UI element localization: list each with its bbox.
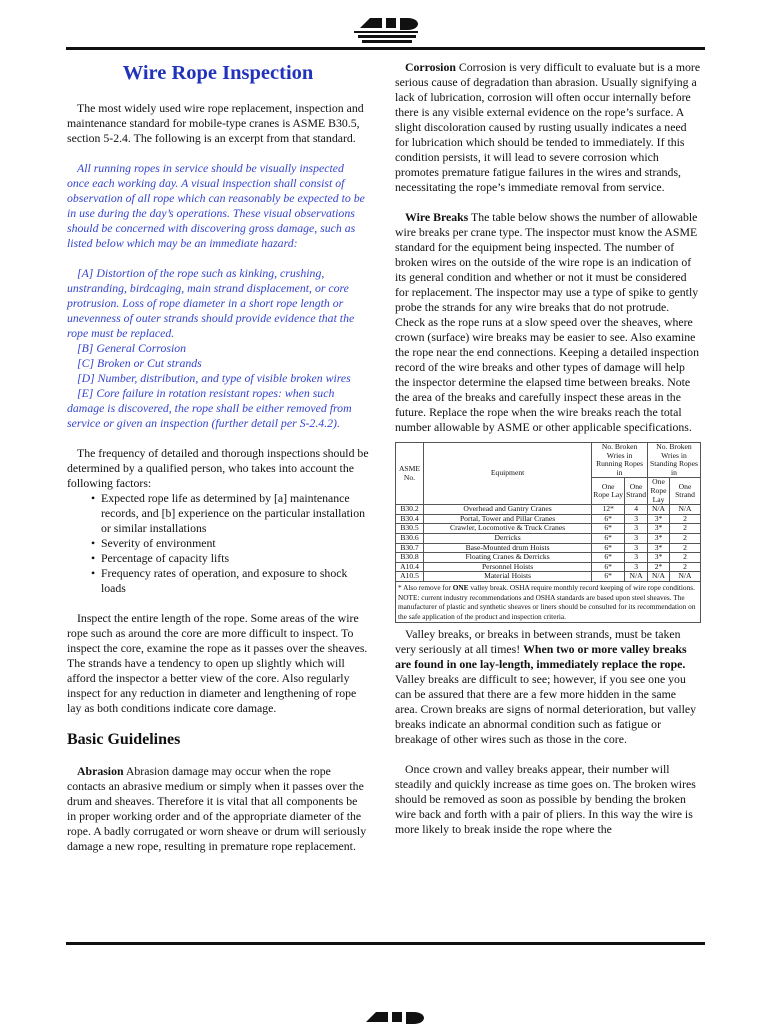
cell-run-strand: 3 xyxy=(625,524,648,534)
table-body xyxy=(396,505,701,582)
cell-run-lay: 6* xyxy=(592,533,625,543)
header-running: No. Broken Wries in Running Ropes in xyxy=(592,443,648,478)
cell-equipment: Material Hoists xyxy=(424,572,592,582)
cell-stand-lay: 3* xyxy=(648,543,670,553)
table-row xyxy=(396,524,701,534)
left-column xyxy=(67,60,369,854)
cell-asme: B30.8 xyxy=(396,553,424,563)
header-run-strand: One Strand xyxy=(625,478,648,505)
right-column xyxy=(395,60,701,837)
cell-stand-strand: N/A xyxy=(670,505,701,515)
table-note-row xyxy=(396,581,701,622)
cell-stand-lay: N/A xyxy=(648,572,670,582)
cell-asme: A10.4 xyxy=(396,562,424,572)
cell-equipment: Overhead and Gantry Cranes xyxy=(424,505,592,515)
standard-quote: All running ropes in service should be visually inspected once each working day. A visual inspection shall consist of observation of all rope which can reasonably be expected to be in use during the day’s operations. These visual observations should be concerned with discovering gross damage, such as listed below which may be an immediate hazard: xyxy=(67,161,365,250)
crown-breaks-paragraph: Once crown and valley breaks appear, their number will steadily and quickly increase as time goes on. The broken wires should be removed as soon as possible by bending the broken wire back and forth with a pair of pliers. In this way the wire is more likely to break inside the rope where the xyxy=(395,762,696,837)
company-logo xyxy=(352,14,420,46)
corrosion-paragraph: Corrosion Corrosion is very difficult to evaluate but is a more serious cause of degradation than abrasion. Usually signifying a lack of lubrication, corrosion will often occur internally before there is any visible external evidence on the rope’s surface. A slight discoloration caused by rusting usually indicates a need for lubrication which should be tended to immediately. If this condition persists, it will lead to severe corrosion which promotes premature fatigue failures in the wires and strands, necessitating the rope’s immediate removal from service. xyxy=(395,60,701,194)
quote-item-a: [A] Distortion of the rope such as kinking, crushing, unstranding, birdcaging, main strand displacement, or core protrusion. Loss of rope diameter in a short rope length or unevenness of outer strands should provide evidence that the rope must be replaced. xyxy=(67,266,355,340)
factor-bullet: • Frequency rates of operation, and exposure to shock loads xyxy=(91,566,348,595)
quote-item-b: [B] General Corrosion xyxy=(77,341,187,355)
cell-stand-lay: 3* xyxy=(648,553,670,563)
table-row xyxy=(396,553,701,563)
cell-asme: B30.5 xyxy=(396,524,424,534)
cell-run-strand: 3 xyxy=(625,514,648,524)
table-row xyxy=(396,572,701,582)
cell-asme: B30.7 xyxy=(396,543,424,553)
cell-run-strand: 4 xyxy=(625,505,648,515)
cell-asme: A10.5 xyxy=(396,572,424,582)
header-equipment: Equipment xyxy=(424,443,592,505)
cell-equipment: Derricks xyxy=(424,533,592,543)
quote-item-d: [D] Number, distribution, and type of visible broken wires xyxy=(77,371,351,385)
quote-item-c: [C] Broken or Cut strands xyxy=(77,356,202,370)
cell-stand-strand: 2 xyxy=(670,524,701,534)
frequency-paragraph: The frequency of detailed and thorough inspections should be determined by a qualified person, who takes into account the following factors: xyxy=(67,446,369,490)
cell-run-lay: 6* xyxy=(592,524,625,534)
inspect-paragraph: Inspect the entire length of the rope. Some areas of the wire rope such as around the core are more difficult to inspect. To inspect the core, examine the rope as it passes over the sheaves. The strands have a tendency to open up slightly which will afford the inspector a better view of the core. Also regularly inspect for any reduction in diameter and lengthening of rope lay as both conditions indicate core damage. xyxy=(67,611,368,715)
header-stand-lay: One Rope Lay xyxy=(648,478,670,505)
cell-stand-lay: 2* xyxy=(648,562,670,572)
cell-run-strand: 3 xyxy=(625,543,648,553)
section-heading-basic-guidelines: Basic Guidelines xyxy=(67,731,181,748)
cell-run-lay: 6* xyxy=(592,543,625,553)
cell-equipment: Floating Cranes & Derricks xyxy=(424,553,592,563)
cell-equipment: Crawler, Locomotive & Truck Cranes xyxy=(424,524,592,534)
cell-stand-strand: 2 xyxy=(670,553,701,563)
cell-stand-lay: 3* xyxy=(648,514,670,524)
cell-equipment: Portal, Tower and Pillar Cranes xyxy=(424,514,592,524)
footer-logo xyxy=(358,1008,426,1024)
footer-logo-mark xyxy=(358,1008,426,1024)
cell-asme: B30.4 xyxy=(396,514,424,524)
cell-run-strand: 3 xyxy=(625,533,648,543)
cell-stand-lay: 3* xyxy=(648,524,670,534)
factor-bullet: • Percentage of capacity lifts xyxy=(91,551,230,565)
cell-stand-strand: 2 xyxy=(670,514,701,524)
cell-equipment: Personnel Hoists xyxy=(424,562,592,572)
cell-run-lay: 6* xyxy=(592,562,625,572)
table-row xyxy=(396,533,701,543)
factor-bullet: • Severity of environment xyxy=(91,536,216,550)
cell-run-strand: N/A xyxy=(625,572,648,582)
cell-stand-lay: N/A xyxy=(648,505,670,515)
cell-run-lay: 6* xyxy=(592,572,625,582)
cell-run-lay: 6* xyxy=(592,514,625,524)
quote-item-e: [E] Core failure in rotation resistant ropes: when such damage is discovered, the rope shall be either removed from service or given an inspection (further detail per S-2.4.2). xyxy=(67,386,352,430)
table-header-row xyxy=(396,443,701,478)
header-stand-strand: One Strand xyxy=(670,478,701,505)
wire-breaks-table xyxy=(395,442,701,623)
header-standing: No. Broken Wries in Standing Ropes in xyxy=(648,443,701,478)
intro-paragraph: The most widely used wire rope replacement, inspection and maintenance standard for mobile-type cranes is ASME B30.5, section 5-2.4. The following is an excerpt from that standard. xyxy=(67,101,364,145)
page-title: Wire Rope Inspection xyxy=(122,62,314,84)
cell-stand-strand: N/A xyxy=(670,572,701,582)
cell-stand-lay: 3* xyxy=(648,533,670,543)
cell-asme: B30.6 xyxy=(396,533,424,543)
cell-run-strand: 3 xyxy=(625,562,648,572)
cell-equipment: Base-Mounted drum Hoists xyxy=(424,543,592,553)
footer-rule xyxy=(66,942,705,945)
cell-run-lay: 6* xyxy=(592,553,625,563)
wire-breaks-paragraph: Wire Breaks The table below shows the number of allowable wire breaks per crane type. The inspector must know the ASME standard for the equipment being inspected. The number of broken wires on the outside of the wire rope is an indication of its general condition and whether or not it must be considered for replacement. The inspector may use a type of spike to gently probe the strands for any wire breaks that do not protrude. Check as the rope runs at a slow speed over the sheaves, where crown (surface) wire breaks may be easier to see. Also examine the rope near the end connections. Keeping a detailed inspection record of the wire breaks and other types of damage will help the inspector determine the elapsed time between breaks. Note the area of the breaks and carefully inspect these areas in the future. Replace the rope when the wire breaks reach the total number allowable by ASME or other applicable specifications. xyxy=(395,210,699,434)
header-run-lay: One Rope Lay xyxy=(592,478,625,505)
table-row xyxy=(396,505,701,515)
valley-breaks-paragraph: Valley breaks, or breaks in between strands, must be taken very seriously at all times! When two or more valley breaks are found in one lay-length, immediately replace the rope. Valley breaks are difficult to see; however, if you see one you can be assured that there are a few more hidden in the same area. Crown breaks are signs of normal deterioration, but valley breaks indicate an abnormal condition such as fatigue or breakage of other wires such as those in the core. xyxy=(395,627,697,747)
cell-stand-strand: 2 xyxy=(670,562,701,572)
factor-bullet: • Expected rope life as determined by [a] maintenance records, and [b] experience on the particular installation or similar installations xyxy=(91,491,366,535)
cell-run-lay: 12* xyxy=(592,505,625,515)
abrasion-paragraph: Abrasion Abrasion damage may occur when the rope contacts an abrasive medium or simply when it passes over the drum and sheaves. Therefore it is vital that all components be in proper working order and of the appropriate diameter of the rope. A badly corrugated or worn sheave or drum will seriously damage a new rope, resulting in premature rope replacement. xyxy=(67,764,367,853)
cell-run-strand: 3 xyxy=(625,553,648,563)
cell-stand-strand: 2 xyxy=(670,543,701,553)
table-footnote: * Also remove for ONE valley break. OSHA require monthly record keeping of wire rope conditions. NOTE: current industry recommendations and OSHA standards are based upon steel sheaves. The manufacturer of plastic and synthetic sheaves or liners should be consulted for its recommendation on the safe application of the product and inspection criteria. xyxy=(396,581,701,622)
cell-stand-strand: 2 xyxy=(670,533,701,543)
cell-asme: B30.2 xyxy=(396,505,424,515)
header-asme: ASME No. xyxy=(396,443,424,505)
header-rule xyxy=(66,47,705,50)
